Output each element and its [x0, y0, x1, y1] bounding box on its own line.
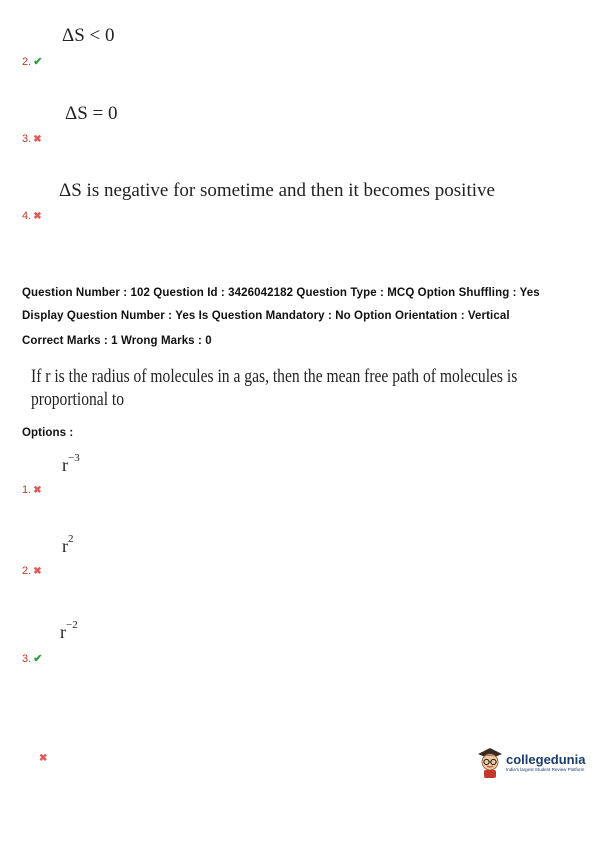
option-exponent: −3	[68, 452, 80, 464]
option-number: 4.	[22, 210, 32, 222]
question-meta-line-1: Question Number : 102 Question Id : 3426042182 Question Type : MCQ Option Shuffling : Yes	[22, 287, 540, 299]
question-meta-line-3: Correct Marks : 1 Wrong Marks : 0	[22, 335, 212, 347]
option-base: r	[62, 536, 68, 556]
prev-option-2-marker	[22, 52, 42, 70]
cross-icon: ✖	[39, 753, 48, 764]
option-1-marker	[22, 480, 42, 498]
prev-option-4-text: ΔS is negative for sometime and then it becomes positive	[59, 180, 495, 201]
option-number: 1.	[22, 484, 32, 496]
option-base: r	[60, 622, 66, 642]
option-2-text	[62, 533, 74, 557]
check-icon: ✔	[33, 56, 43, 68]
extra-marker	[37, 748, 47, 766]
mascot-icon	[476, 745, 504, 779]
cross-icon: ✖	[33, 211, 42, 222]
option-number: 2.	[22, 56, 32, 68]
cross-icon: ✖	[33, 134, 42, 145]
option-exponent: −2	[66, 619, 78, 631]
option-number: 3.	[22, 133, 32, 145]
collegedunia-logo	[476, 745, 585, 779]
option-3-marker	[22, 649, 42, 667]
cross-icon: ✖	[33, 485, 42, 496]
logo-tagline: India's largest Student Review Platform	[506, 767, 585, 772]
cross-icon: ✖	[33, 566, 42, 577]
question-meta-line-2: Display Question Number : Yes Is Question Mandatory : No Option Orientation : Vertical	[22, 310, 510, 322]
prev-option-4-marker	[22, 206, 42, 224]
option-1-text	[62, 452, 80, 476]
option-2-marker	[22, 561, 42, 579]
check-icon: ✔	[33, 653, 43, 665]
prev-option-3-text: ΔS = 0	[65, 103, 118, 124]
question-text-line-2: proportional to	[31, 389, 125, 410]
question-text-line-1: If r is the radius of molecules in a gas, then the mean free path of molecules is	[31, 366, 518, 387]
option-number: 3.	[22, 653, 32, 665]
option-3-text	[60, 619, 78, 643]
option-base: r	[62, 455, 68, 475]
prev-option-3-marker	[22, 129, 42, 147]
logo-brand: collegedunia	[506, 752, 586, 767]
option-number: 2.	[22, 565, 32, 577]
options-label: Options :	[22, 427, 74, 439]
prev-option-2-text: ΔS < 0	[62, 25, 115, 46]
option-exponent: 2	[68, 533, 74, 545]
